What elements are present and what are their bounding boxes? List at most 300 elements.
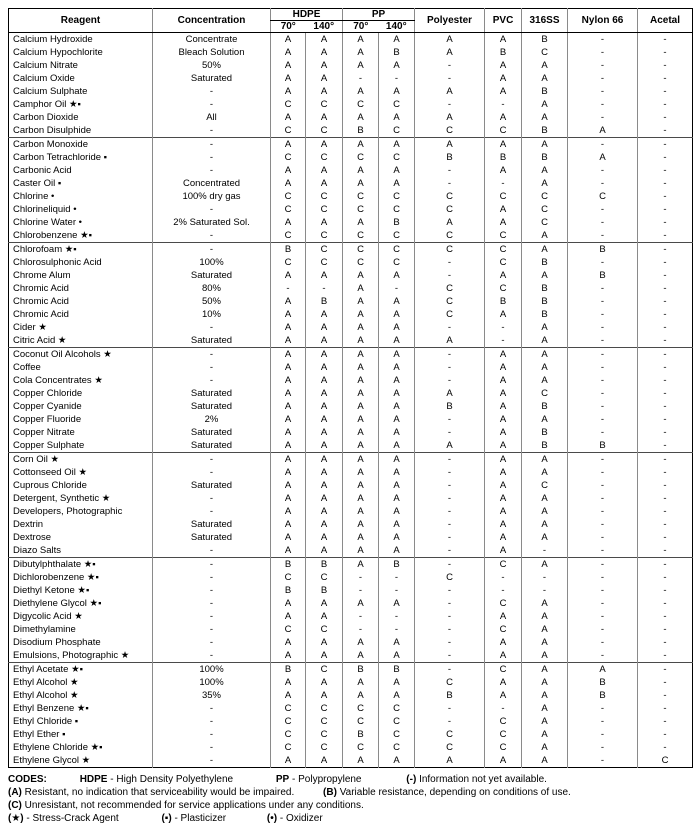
rating-cell: A bbox=[343, 138, 379, 152]
rating-cell: A bbox=[485, 138, 522, 152]
subheader-hdpe-70: 70° bbox=[271, 21, 306, 33]
rating-cell: A bbox=[485, 203, 522, 216]
legend-a-def: Resistant, no indication that serviceability would be impaired. bbox=[24, 787, 295, 798]
rating-cell: A bbox=[522, 597, 568, 610]
rating-cell: A bbox=[271, 85, 306, 98]
rating-cell: A bbox=[343, 46, 379, 59]
rating-cell: - bbox=[638, 518, 693, 531]
rating-cell: - bbox=[568, 426, 638, 439]
rating-cell: A bbox=[306, 636, 343, 649]
rating-cell: A bbox=[271, 334, 306, 348]
table-row bbox=[9, 111, 693, 124]
rating-cell: C bbox=[485, 741, 522, 754]
rating-cell: - bbox=[415, 544, 485, 558]
rating-cell: - bbox=[568, 203, 638, 216]
rating-cell: A bbox=[379, 636, 415, 649]
rating-cell: - bbox=[415, 505, 485, 518]
rating-cell: A bbox=[271, 348, 306, 362]
rating-cell: C bbox=[343, 98, 379, 111]
rating-cell: - bbox=[568, 715, 638, 728]
rating-cell: - bbox=[638, 571, 693, 584]
reagent-cell: Ethylene Glycol ★ bbox=[13, 755, 91, 766]
reagent-cell: Coconut Oil Alcohols ★ bbox=[9, 348, 153, 362]
rating-cell: - bbox=[343, 72, 379, 85]
rating-cell: C bbox=[415, 203, 485, 216]
rating-cell: - bbox=[568, 610, 638, 623]
rating-cell: A bbox=[379, 308, 415, 321]
legend-c bbox=[8, 800, 364, 811]
rating-cell: A bbox=[306, 466, 343, 479]
rating-cell: - bbox=[379, 282, 415, 295]
rating-cell: A bbox=[343, 597, 379, 610]
rating-cell: A bbox=[379, 453, 415, 467]
rating-cell: A bbox=[379, 295, 415, 308]
reagent-cell: Cuprous Chloride bbox=[13, 480, 87, 491]
concentration-cell: Concentrate bbox=[153, 33, 271, 47]
rating-cell: A bbox=[379, 426, 415, 439]
rating-cell: C bbox=[379, 702, 415, 715]
rating-cell: A bbox=[306, 177, 343, 190]
rating-cell: - bbox=[343, 571, 379, 584]
legend-a bbox=[8, 787, 294, 798]
rating-cell: A bbox=[306, 453, 343, 467]
rating-cell: - bbox=[568, 177, 638, 190]
rating-cell: C bbox=[379, 715, 415, 728]
rating-cell: A bbox=[306, 59, 343, 72]
rating-cell: A bbox=[522, 348, 568, 362]
rating-cell: - bbox=[568, 387, 638, 400]
concentration-cell: 100% bbox=[153, 676, 271, 689]
rating-cell: A bbox=[379, 479, 415, 492]
rating-cell: B bbox=[522, 124, 568, 138]
rating-cell: - bbox=[568, 636, 638, 649]
rating-cell: A bbox=[379, 597, 415, 610]
rating-cell: A bbox=[271, 466, 306, 479]
rating-cell: A bbox=[271, 676, 306, 689]
rating-cell: - bbox=[638, 334, 693, 348]
rating-cell: A bbox=[522, 741, 568, 754]
rating-cell: A bbox=[379, 676, 415, 689]
rating-cell: A bbox=[485, 72, 522, 85]
table-row bbox=[9, 663, 693, 677]
reagent-cell: Copper Fluoride bbox=[13, 414, 82, 425]
rating-cell: A bbox=[379, 374, 415, 387]
rating-cell: - bbox=[638, 308, 693, 321]
rating-cell: C bbox=[271, 623, 306, 636]
reagent-cell: Citric Acid ★ bbox=[13, 335, 67, 346]
legend-a-abbr: (A) bbox=[8, 787, 22, 798]
legend bbox=[8, 773, 692, 825]
rating-cell: A bbox=[271, 387, 306, 400]
rating-cell: A bbox=[379, 531, 415, 544]
rating-cell: - bbox=[415, 413, 485, 426]
rating-cell: - bbox=[415, 558, 485, 572]
rating-cell: A bbox=[271, 177, 306, 190]
rating-cell: B bbox=[522, 282, 568, 295]
table-row bbox=[9, 492, 693, 505]
rating-cell: B bbox=[271, 558, 306, 572]
rating-cell: - bbox=[379, 72, 415, 85]
rating-cell: A bbox=[379, 361, 415, 374]
rating-cell: A bbox=[271, 164, 306, 177]
legend-c-line bbox=[8, 799, 692, 812]
rating-cell: - bbox=[638, 610, 693, 623]
rating-cell: A bbox=[379, 164, 415, 177]
rating-cell: A bbox=[379, 321, 415, 334]
rating-cell: A bbox=[522, 98, 568, 111]
legend-star-symbol bbox=[8, 813, 119, 824]
rating-cell: - bbox=[485, 98, 522, 111]
concentration-cell: - bbox=[153, 229, 271, 243]
rating-cell: C bbox=[306, 702, 343, 715]
rating-cell: A bbox=[522, 361, 568, 374]
rating-cell: A bbox=[485, 361, 522, 374]
rating-cell: - bbox=[568, 571, 638, 584]
rating-cell: A bbox=[379, 138, 415, 152]
rating-cell: - bbox=[522, 584, 568, 597]
rating-cell: A bbox=[271, 111, 306, 124]
rating-cell: - bbox=[415, 479, 485, 492]
rating-cell: A bbox=[485, 374, 522, 387]
rating-cell: A bbox=[522, 72, 568, 85]
rating-cell: - bbox=[638, 295, 693, 308]
concentration-cell: Concentrated bbox=[153, 177, 271, 190]
concentration-cell: - bbox=[153, 151, 271, 164]
rating-cell: C bbox=[379, 190, 415, 203]
rating-cell: C bbox=[271, 203, 306, 216]
rating-cell: C bbox=[271, 741, 306, 754]
circle-icon: (•) bbox=[266, 813, 278, 824]
rating-cell: A bbox=[415, 85, 485, 98]
concentration-cell: Saturated bbox=[153, 518, 271, 531]
rating-cell: A bbox=[343, 413, 379, 426]
rating-cell: - bbox=[343, 623, 379, 636]
rating-cell: A bbox=[271, 269, 306, 282]
concentration-cell: Saturated bbox=[153, 269, 271, 282]
rating-cell: - bbox=[638, 531, 693, 544]
rating-cell: A bbox=[485, 544, 522, 558]
rating-cell: C bbox=[415, 243, 485, 257]
codes-label: CODES: bbox=[8, 774, 47, 785]
rating-cell: A bbox=[343, 676, 379, 689]
rating-cell: A bbox=[522, 111, 568, 124]
rating-cell: C bbox=[306, 98, 343, 111]
table-row bbox=[9, 295, 693, 308]
rating-cell: C bbox=[522, 216, 568, 229]
concentration-cell: - bbox=[153, 124, 271, 138]
concentration-cell: 50% bbox=[153, 295, 271, 308]
rating-cell: B bbox=[485, 295, 522, 308]
rating-cell: A bbox=[306, 348, 343, 362]
rating-cell: B bbox=[522, 33, 568, 47]
rating-cell: - bbox=[638, 72, 693, 85]
rating-cell: B bbox=[568, 676, 638, 689]
reagent-cell: Emulsions, Photographic ★ bbox=[13, 650, 130, 661]
rating-cell: A bbox=[343, 85, 379, 98]
rating-cell: A bbox=[271, 544, 306, 558]
concentration-cell: Saturated bbox=[153, 387, 271, 400]
table-row bbox=[9, 571, 693, 584]
reagent-cell: Calcium Sulphate bbox=[13, 86, 88, 97]
rating-cell: C bbox=[271, 229, 306, 243]
rating-cell: A bbox=[306, 413, 343, 426]
concentration-cell: Saturated bbox=[153, 531, 271, 544]
rating-cell: A bbox=[343, 361, 379, 374]
rating-cell: - bbox=[568, 400, 638, 413]
rating-cell: C bbox=[306, 190, 343, 203]
legend-square-symbol bbox=[161, 813, 226, 824]
rating-cell: A bbox=[485, 466, 522, 479]
column-header-reagent: Reagent bbox=[9, 9, 153, 33]
rating-cell: - bbox=[568, 597, 638, 610]
rating-cell: C bbox=[306, 243, 343, 257]
table-row bbox=[9, 282, 693, 295]
reagent-cell: Diazo Salts bbox=[13, 545, 62, 556]
rating-cell: - bbox=[638, 229, 693, 243]
rating-cell: A bbox=[343, 649, 379, 663]
table-row bbox=[9, 597, 693, 610]
rating-cell: A bbox=[379, 334, 415, 348]
concentration-cell: 35% bbox=[153, 689, 271, 702]
rating-cell: A bbox=[306, 33, 343, 47]
reagent-cell: Chlorine Water • bbox=[13, 217, 82, 228]
rating-cell: C bbox=[415, 571, 485, 584]
rating-cell: A bbox=[306, 387, 343, 400]
rating-cell: - bbox=[415, 531, 485, 544]
concentration-cell: - bbox=[153, 374, 271, 387]
rating-cell: - bbox=[485, 571, 522, 584]
rating-cell: B bbox=[379, 558, 415, 572]
rating-cell: - bbox=[379, 610, 415, 623]
rating-cell: - bbox=[568, 348, 638, 362]
table-row bbox=[9, 203, 693, 216]
rating-cell: C bbox=[485, 229, 522, 243]
rating-cell: A bbox=[485, 676, 522, 689]
rating-cell: B bbox=[306, 558, 343, 572]
reagent-cell: Chlorosulphonic Acid bbox=[13, 257, 102, 268]
rating-cell: A bbox=[271, 597, 306, 610]
table-row bbox=[9, 190, 693, 203]
rating-cell: A bbox=[379, 111, 415, 124]
rating-cell: C bbox=[271, 715, 306, 728]
rating-cell: - bbox=[568, 164, 638, 177]
table-row bbox=[9, 46, 693, 59]
rating-cell: - bbox=[343, 584, 379, 597]
rating-cell: A bbox=[415, 387, 485, 400]
table-row bbox=[9, 413, 693, 426]
rating-cell: C bbox=[306, 715, 343, 728]
rating-cell: A bbox=[379, 413, 415, 426]
rating-cell: A bbox=[485, 400, 522, 413]
rating-cell: - bbox=[568, 544, 638, 558]
rating-cell: - bbox=[638, 190, 693, 203]
reagent-cell: Ethyl Ether ▪ bbox=[13, 729, 66, 740]
rating-cell: A bbox=[306, 439, 343, 453]
rating-cell: B bbox=[415, 689, 485, 702]
rating-cell: C bbox=[485, 623, 522, 636]
rating-cell: A bbox=[343, 505, 379, 518]
table-row bbox=[9, 676, 693, 689]
rating-cell: - bbox=[638, 124, 693, 138]
rating-cell: C bbox=[343, 702, 379, 715]
rating-cell: - bbox=[415, 492, 485, 505]
rating-cell: A bbox=[343, 453, 379, 467]
concentration-cell: 10% bbox=[153, 308, 271, 321]
rating-cell: - bbox=[415, 663, 485, 677]
rating-cell: B bbox=[379, 216, 415, 229]
rating-cell: - bbox=[638, 269, 693, 282]
rating-cell: - bbox=[568, 479, 638, 492]
concentration-cell: 50% bbox=[153, 59, 271, 72]
rating-cell: - bbox=[638, 256, 693, 269]
reagent-cell: Ethyl Acetate ★▪ bbox=[9, 663, 153, 677]
reagent-cell: Ethyl Alcohol ★ bbox=[13, 677, 79, 688]
rating-cell: - bbox=[568, 492, 638, 505]
rating-cell: A bbox=[343, 295, 379, 308]
rating-cell: B bbox=[568, 243, 638, 257]
rating-cell: A bbox=[343, 387, 379, 400]
rating-cell: C bbox=[379, 151, 415, 164]
rating-cell: A bbox=[522, 164, 568, 177]
subheader-hdpe-140: 140° bbox=[306, 21, 343, 33]
legend-b-def: Variable resistance, depending on conditions of use. bbox=[339, 787, 571, 798]
rating-cell: B bbox=[415, 151, 485, 164]
legend-b-abbr: (B) bbox=[323, 787, 337, 798]
rating-cell: C bbox=[271, 190, 306, 203]
legend-symbols-line bbox=[8, 812, 692, 825]
rating-cell: A bbox=[306, 610, 343, 623]
rating-cell: B bbox=[306, 295, 343, 308]
rating-cell: - bbox=[415, 256, 485, 269]
concentration-cell: - bbox=[153, 138, 271, 152]
rating-cell: B bbox=[415, 400, 485, 413]
rating-cell: B bbox=[522, 256, 568, 269]
reagent-cell: Chlorineliquid • bbox=[13, 204, 77, 215]
rating-cell: C bbox=[638, 754, 693, 768]
rating-cell: A bbox=[271, 426, 306, 439]
rating-cell: A bbox=[485, 518, 522, 531]
table-row bbox=[9, 138, 693, 152]
concentration-cell: 80% bbox=[153, 282, 271, 295]
rating-cell: A bbox=[568, 663, 638, 677]
legend-circle-symbol bbox=[267, 813, 323, 824]
rating-cell: A bbox=[271, 321, 306, 334]
table-row bbox=[9, 216, 693, 229]
rating-cell: A bbox=[271, 453, 306, 467]
rating-cell: C bbox=[379, 124, 415, 138]
rating-cell: A bbox=[343, 689, 379, 702]
reagent-cell: Calcium Hydroxide bbox=[13, 34, 93, 45]
table-row bbox=[9, 558, 693, 572]
rating-cell: - bbox=[638, 689, 693, 702]
rating-cell: A bbox=[379, 439, 415, 453]
rating-cell: - bbox=[638, 544, 693, 558]
rating-cell: A bbox=[522, 728, 568, 741]
rating-cell: - bbox=[568, 72, 638, 85]
rating-cell: A bbox=[485, 216, 522, 229]
rating-cell: A bbox=[415, 216, 485, 229]
rating-cell: A bbox=[343, 466, 379, 479]
rating-cell: A bbox=[522, 321, 568, 334]
legend-square-def: - Plasticizer bbox=[174, 813, 227, 824]
rating-cell: - bbox=[415, 374, 485, 387]
reagent-cell: Disodium Phosphate bbox=[13, 637, 101, 648]
concentration-cell: - bbox=[153, 243, 271, 257]
rating-cell: A bbox=[522, 466, 568, 479]
rating-cell: A bbox=[522, 492, 568, 505]
rating-cell: C bbox=[343, 741, 379, 754]
rating-cell: A bbox=[379, 387, 415, 400]
reagent-cell: Corn Oil ★ bbox=[9, 453, 153, 467]
rating-cell: A bbox=[343, 518, 379, 531]
rating-cell: B bbox=[522, 295, 568, 308]
rating-cell: A bbox=[522, 243, 568, 257]
legend-dash bbox=[406, 774, 547, 785]
concentration-cell: Bleach Solution bbox=[153, 46, 271, 59]
rating-cell: - bbox=[568, 623, 638, 636]
rating-cell: A bbox=[379, 348, 415, 362]
rating-cell: B bbox=[306, 584, 343, 597]
legend-c-def: Unresistant, not recommended for service applications under any conditions. bbox=[24, 800, 364, 811]
rating-cell: - bbox=[485, 584, 522, 597]
rating-cell: A bbox=[522, 623, 568, 636]
rating-cell: A bbox=[568, 151, 638, 164]
concentration-cell: - bbox=[153, 728, 271, 741]
rating-cell: A bbox=[306, 321, 343, 334]
reagent-cell: Camphor Oil ★▪ bbox=[13, 99, 81, 110]
rating-cell: A bbox=[485, 33, 522, 47]
rating-cell: C bbox=[485, 663, 522, 677]
rating-cell: A bbox=[271, 689, 306, 702]
reagent-cell: Detergent, Synthetic ★ bbox=[13, 493, 111, 504]
rating-cell: A bbox=[343, 177, 379, 190]
legend-pp-def: - Polypropylene bbox=[292, 774, 362, 785]
rating-cell: C bbox=[271, 256, 306, 269]
rating-cell: A bbox=[306, 361, 343, 374]
rating-cell: B bbox=[568, 439, 638, 453]
rating-cell: A bbox=[271, 216, 306, 229]
rating-cell: - bbox=[485, 702, 522, 715]
rating-cell: A bbox=[379, 505, 415, 518]
rating-cell: C bbox=[306, 741, 343, 754]
rating-cell: - bbox=[415, 426, 485, 439]
legend-star-def: - Stress-Crack Agent bbox=[26, 813, 119, 824]
rating-cell: C bbox=[271, 571, 306, 584]
rating-cell: - bbox=[638, 558, 693, 572]
rating-cell: B bbox=[379, 46, 415, 59]
reagent-cell: Calcium Oxide bbox=[13, 73, 75, 84]
rating-cell: - bbox=[379, 571, 415, 584]
rating-cell: A bbox=[343, 754, 379, 768]
rating-cell: A bbox=[379, 400, 415, 413]
table-row bbox=[9, 256, 693, 269]
rating-cell: A bbox=[415, 111, 485, 124]
rating-cell: C bbox=[415, 229, 485, 243]
concentration-cell: Saturated bbox=[153, 72, 271, 85]
rating-cell: C bbox=[522, 479, 568, 492]
concentration-cell: Saturated bbox=[153, 439, 271, 453]
table-row bbox=[9, 400, 693, 413]
rating-cell: - bbox=[568, 505, 638, 518]
rating-cell: B bbox=[271, 663, 306, 677]
rating-cell: A bbox=[485, 610, 522, 623]
rating-cell: - bbox=[522, 544, 568, 558]
rating-cell: - bbox=[638, 584, 693, 597]
rating-cell: A bbox=[271, 295, 306, 308]
rating-cell: - bbox=[638, 59, 693, 72]
rating-cell: A bbox=[306, 164, 343, 177]
rating-cell: A bbox=[343, 282, 379, 295]
